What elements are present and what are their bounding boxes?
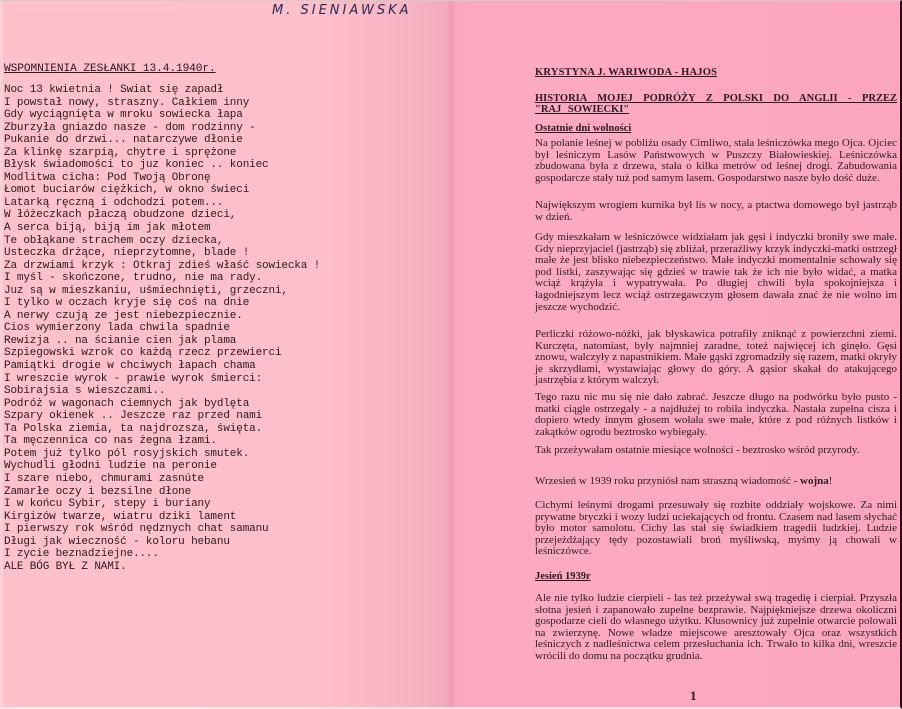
poem-line: Noc 13 kwietnia ! Swiat się zapadł	[4, 84, 224, 96]
poem-line: Rewizja .. na ścianie cien jak plama	[4, 334, 237, 347]
section-heading-last-days-of-freedom: Ostatnie dni wolności	[535, 123, 632, 134]
paragraph-guinea-fowl: Perliczki różowo-nóżki, jak błyskawica potrafiły zniknąć z powierzchni ziemi. Kurczęta, natomiast, były najmniej zaradne, toteż najwięcej ich ginęło. Gęsi znowu, walczyły z napastnikiem. Małe gąski zgromadziły się razem, matki okryły je skrzydłami, wystawiając głowy do góry. A gąsior skakał do atakującego jastrzębia z którym walczył.	[535, 328, 897, 387]
poem-line: Kirgizów twarze, wiatru dziki lament	[4, 510, 237, 523]
poem-line: Zamarłe oczy i bezsilne dłone	[4, 485, 192, 498]
poem-line: Modlitwa cicha: Pod Twoją Obronę	[4, 171, 211, 184]
poem-line: Długi jak wieczność - koloru hebanu	[4, 535, 230, 548]
handwritten-author: M. SIENIAWSKA	[272, 3, 412, 18]
poem-line: Za drzwiami krzyk : Otkraj zdieś właść sowiecka !	[4, 259, 321, 272]
war-news-end: !	[828, 475, 833, 487]
poem-line: ALE BÓG BYŁ Z NAMI.	[4, 560, 127, 573]
poem-line: Za klinkę szarpią, chytre i sprężone	[4, 146, 237, 159]
poem-title: WSPOMNIENIA ZESŁANKI 13.4.1940r.	[4, 63, 216, 75]
poem-line: Błysk świadomości to juz koniec .. koniec	[4, 159, 269, 172]
story-author: KRYSTYNA J. WARIWODA - HAJOS	[535, 67, 718, 78]
paragraph-last-months: Tak przeżywałam ostatnie miesiące wolności - beztrosko wśród przyrody.	[535, 444, 860, 456]
war-news-text: Wrzesień w 1939 roku przyniósł nam straszną wiadomość -	[535, 475, 801, 487]
paragraph-enemies: Największym wrogiem kurnika był lis w nocy, a ptactwa domowego był jastrząb w dzień.	[535, 199, 897, 223]
poem-line: Pukanie do drzwi... natarczywe dłonie	[4, 134, 243, 147]
poem-line: Usteczka drżące, nieprzytomne, blade !	[4, 247, 250, 260]
poem-line: Zburzyła gniazdo nasze - dom rodzinny -	[4, 121, 256, 134]
poem-line: W łóżeczkach płaczą obudzone dzieci,	[4, 209, 237, 222]
poem-body	[4, 84, 320, 573]
poem-line: Wychudli głodni ludzie na peronie	[4, 460, 217, 473]
poem-line: Gdy wyciągnięta w mroku sowiecka łapa	[4, 109, 243, 122]
poem-line: I powstał nowy, straszny. Całkiem inny	[4, 96, 250, 109]
war-word: wojna	[800, 475, 829, 487]
poem-line: A serca biją, biją im jak młotem	[4, 222, 211, 235]
paragraph-geese-turkeys: Gdy mieszkałam w leśniczówce widziałam jak gęsi i indyczki broniły swe małe. Gdy nieprzyjaciel (jastrząb) się zbliżał, przeraźliwy krzyk indyczki-matki ostrzegł małe że jest blisko niebezpieczeństwo. Małe indyczki momentalnie schowały się pod listki, zaszywając się gdzieś w trawie tak że ich nie było widać, a matka wciąż krążyła i wypatrywała. Po długiej chwili była spokojniejsza i łagodniejszym lecz wciąż ostrzegawczym głosem dawała znać że nie wolno im jeszcze wychodzić.	[535, 231, 897, 313]
paragraph-forester-lodge: Na polanie leśnej w pobliżu osady Cimliwo, stała leśniczówka mego Ojca. Ojciec był leśniczym Lasów Państwowych w Puszczy Białowieskiej. Leśniczówka zbudowana była z drzewa, stała o kilka metrów od leśnej drogi. Zabudowania gospodarcze stały tuż pod samym lasem. Gospodarstwo nasze było dość duże.	[535, 137, 897, 184]
poem-line: Podróż w wagonach ciemnych jak bydlęta	[4, 397, 250, 410]
section-heading-autumn-1939: Jesień 1939r	[535, 571, 591, 582]
poem-line: I myśl - skończone, trudno, nie ma rady.	[4, 272, 263, 285]
poem-line: I zycie beznadziejne....	[4, 548, 159, 561]
poem-line: Cios wymierzony lada chwila spadnie	[4, 322, 230, 335]
paragraph-retreat: Cichymi leśnymi drogami przesuwały się rozbite oddziały wojskowe. Za nimi prywatne bryczki i wozy ludzi uciekających od frontu. Czasem nad lasem słychać było motor samolotu. Cichy las stał się świadkiem tragedii ludzkiej. Ludzie przejeżdżający tędy pozostawiali broń myśliwską, myśmy ją chowali w leśniczówce.	[535, 499, 897, 558]
poem-line: Sobirajsia s wieszczami..	[4, 385, 166, 398]
poem-line: I wreszcie wyrok - prawie wyrok śmierci:	[4, 372, 263, 385]
poem-line: Potem już tylko pól rosyjskich smutek.	[4, 447, 250, 460]
poem-line: A nerwy czują ze jest niebezpiecznie.	[4, 309, 243, 322]
poem-line: Ta Polska ziemia, ta najdrozsza, święta.	[4, 422, 263, 435]
poem-line: I szare niebo, chmurami zasnúte	[4, 472, 204, 485]
poem-line: I tylko w oczach kryje się coś na dnie	[4, 297, 250, 310]
paragraph-war-news	[535, 476, 897, 488]
poem-line: Juz są w mieszkaniu, uśmiechnięti, grzeczni,	[4, 284, 288, 297]
poem-line: Te obłąkane strachem oczy dziecka,	[4, 234, 224, 247]
page-number: 1	[690, 688, 697, 703]
poem-line: Latarką ręczną i odchodzi potem...	[4, 196, 224, 209]
poem-line: Łomot buciarów ciężkich, w okno świeci	[4, 184, 250, 197]
spine-fold	[446, 1, 456, 707]
poem-line: Szpiegowski wzrok co każdą rzecz przewierci	[4, 347, 282, 360]
paragraph-this-time: Tego razu nic mu się nie dało zabrać. Jeszcze długo na podwórku było pusto - matki ciągle ostrzegały - a najdłużej to robiła indyczka. Nastała zupełna cisza i dopiero wtedy innym głosem wołała swe małe, które z pod różnych listków i zakątków ogrodu beztrosko wybiegały.	[535, 391, 897, 438]
paragraph-autumn: Ale nie tylko ludzie cierpieli - las też przeżywał swą tragedię i cierpiał. Przyszła słotna jesień i zapanowało zupełne bezprawie. Najpiękniejsze drzewa okoliczni gospodarze cieli do własnego użytku. Kłusownicy już zupełnie otwarcie polowali na zwierzynę. Nowe władze miejscowe aresztowały Ojca oraz wszystkich leśniczych z nadleśnictwa celem przesłuchania ich. Trwało to kilka dni, wreszcie wrócili do domu na początku grudnia.	[535, 592, 897, 662]
poem-line: Pamiątki drogie w chciwych łapach chama	[4, 360, 256, 373]
poem-line: Ta męczennica co nas żegna łzami.	[4, 435, 217, 448]
story-title: HISTORIA MOJEJ PODRÓŻY Z POLSKI DO ANGLII - PRZEZ "RAJ SOWIECKI"	[535, 93, 897, 115]
poem-line: I pierwszy rok wśród nędznych chat samanu	[4, 523, 269, 536]
poem-line: Szpary okienek .. Jeszcze raz przed nami	[4, 410, 263, 423]
poem-line: I w końcu Sybir, stepy i buriany	[4, 498, 211, 511]
